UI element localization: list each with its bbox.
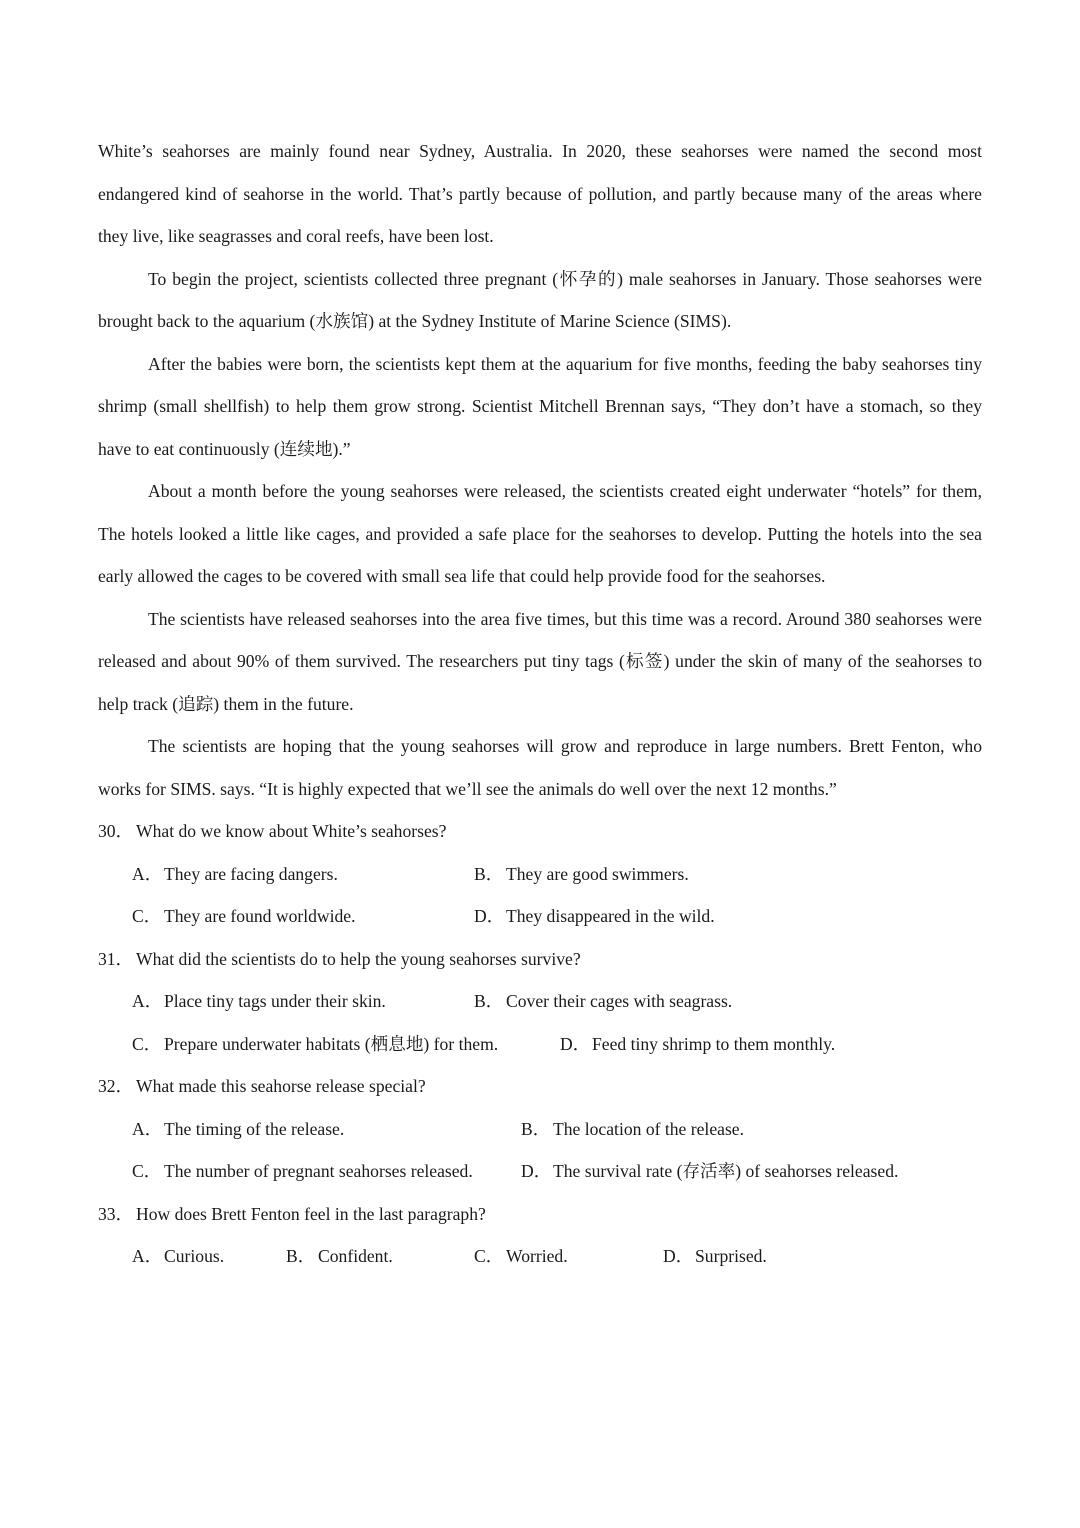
option-d[interactable]: D．Surprised. xyxy=(663,1246,767,1266)
question-number: 31． xyxy=(98,948,134,969)
option-c[interactable]: C． Worried. xyxy=(474,1246,568,1266)
option-a[interactable]: A．Curious. xyxy=(132,1246,225,1266)
options-row xyxy=(98,853,982,896)
question-text: What did the scientists do to help the young seahorses survive? xyxy=(136,948,581,969)
option-d[interactable]: D．They disappeared in the wild. xyxy=(474,906,715,926)
options-row xyxy=(98,1023,982,1066)
passage-paragraph-6: The scientists are hoping that the young seahorses will grow and reproduce in large numbers. Brett Fenton, who works for SIMS. says. “It is highly expected that we’ll see the animals do well over the next 12 months.” xyxy=(98,736,982,799)
option-b[interactable]: B． Confident. xyxy=(286,1246,393,1266)
options-row xyxy=(98,1150,982,1193)
option-c[interactable]: C． The number of pregnant seahorses released. xyxy=(132,1161,473,1181)
options-row xyxy=(98,1108,982,1151)
question-text: What made this seahorse release special? xyxy=(136,1076,426,1096)
passage-paragraph-4: About a month before the young seahorses were released, the scientists created eight underwater “hotels” for them, The hotels looked a little like cages, and provided a safe place for the seahorses to develop. Putting the hotels into the sea early allowed the cages to be covered with small sea life that could help provide food for the seahorses. xyxy=(98,481,982,586)
question-number: 33． xyxy=(98,1203,134,1224)
question-33 xyxy=(98,1193,982,1236)
question-30 xyxy=(98,810,982,853)
option-a[interactable]: A．They are facing dangers. xyxy=(132,863,338,884)
question-32 xyxy=(98,1065,982,1108)
option-b[interactable]: B． The location of the release. xyxy=(521,1118,744,1139)
options-row xyxy=(98,980,982,1023)
passage-paragraph-1: White’s seahorses are mainly found near Sydney, Australia. In 2020, these seahorses were named the second most endangered kind of seahorse in the world. That’s partly because of pollution, and partly because many of the areas where they live, like seagrasses and coral reefs, have been lost. xyxy=(98,141,982,246)
option-d[interactable]: D．The survival rate (存活率) of seahorses released. xyxy=(521,1161,899,1181)
option-c[interactable]: C． They are found worldwide. xyxy=(132,906,356,926)
option-a[interactable]: A．The timing of the release. xyxy=(132,1118,345,1139)
options-row xyxy=(98,1235,982,1278)
question-number: 32． xyxy=(98,1076,134,1096)
passage-paragraph-2: To begin the project, scientists collected three pregnant (怀孕的) male seahorses in January. Those seahorses were brought back to the aquarium (水族馆) at the Sydney Institute of Marine Science (SIMS). xyxy=(98,268,982,331)
option-b[interactable]: B． Cover their cages with seagrass. xyxy=(474,991,733,1011)
option-b[interactable]: B． They are good swimmers. xyxy=(474,863,689,884)
exam-page xyxy=(98,130,982,1278)
question-number: 30． xyxy=(98,821,134,841)
passage-paragraph-5: The scientists have released seahorses into the area five times, but this time was a record. Around 380 seahorses were released and about 90% of them survived. The researchers put tiny tags (标签) under the skin of many of the seahorses to help track (追踪) them in the future. xyxy=(98,608,982,714)
option-d[interactable]: D．Feed tiny shrimp to them monthly. xyxy=(560,1033,836,1054)
question-text: How does Brett Fenton feel in the last paragraph? xyxy=(136,1203,486,1224)
passage-paragraph-3: After the babies were born, the scientists kept them at the aquarium for five months, feeding the baby seahorses tiny shrimp (small shellfish) to help them grow strong. Scientist Mitchell Brennan says, “They don’t have a stomach, so they have to eat continuously (连续地).” xyxy=(98,353,982,459)
option-a[interactable]: A．Place tiny tags under their skin. xyxy=(132,991,386,1011)
option-c[interactable]: C． Prepare underwater habitats (栖息地) for them. xyxy=(132,1033,499,1054)
question-31 xyxy=(98,938,982,981)
options-row xyxy=(98,895,982,938)
question-text: What do we know about White’s seahorses? xyxy=(136,821,447,841)
